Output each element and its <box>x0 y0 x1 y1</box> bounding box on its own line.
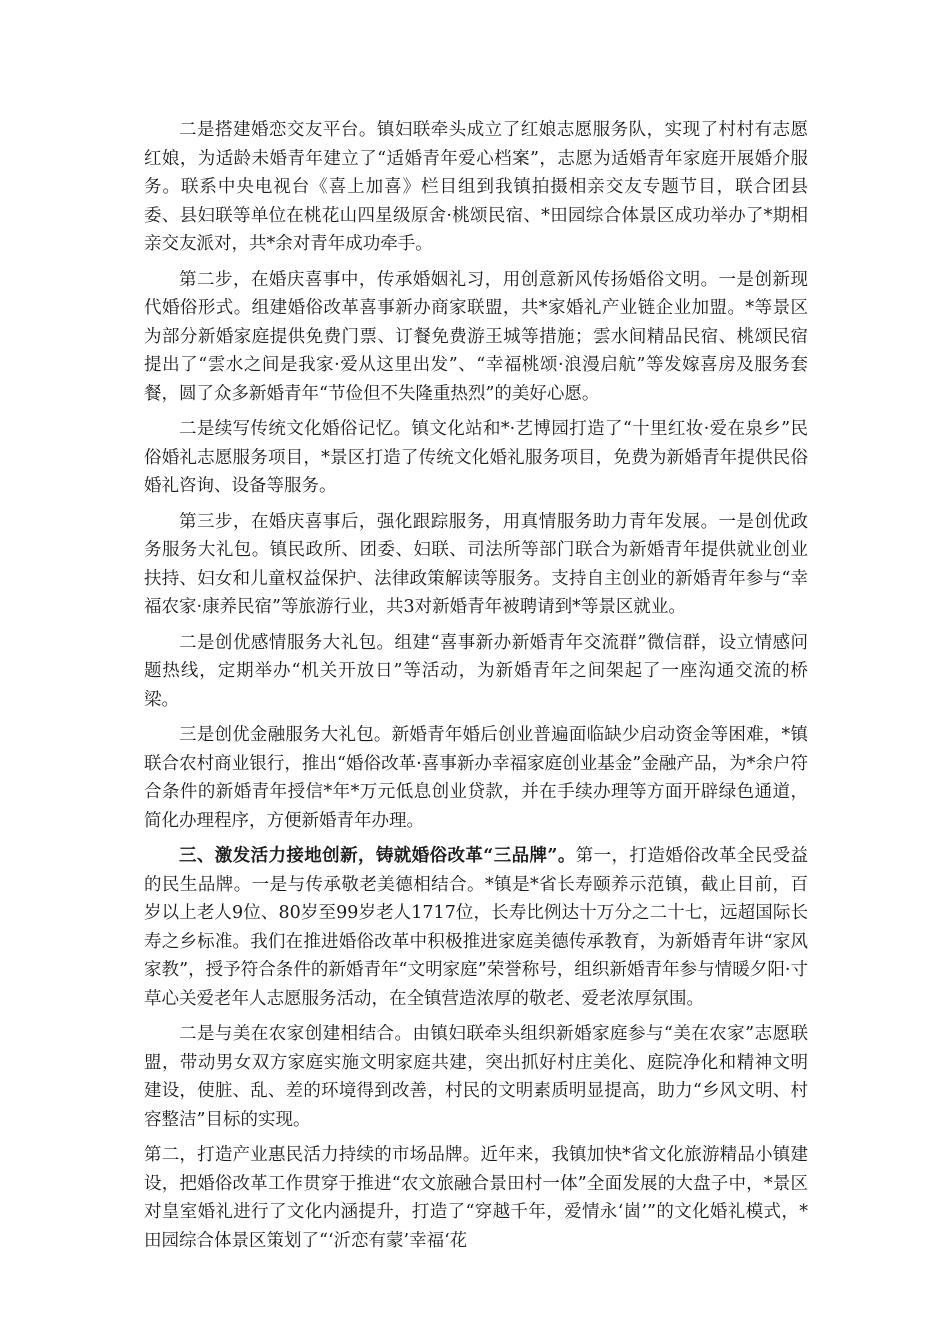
paragraph-beautiful-farmhouse <box>144 1020 808 1134</box>
section-heading: 三、激发活力接地创新，铸就婚俗改革“三品牌”。 <box>179 846 576 866</box>
paragraph-text: 二是创优感情服务大礼包。组建“喜事新办新婚青年交流群”微信群，设立情感问题热线，定期举办“机关开放日”等活动，为新婚青年之间架起了一座沟通交流的桥梁。 <box>144 632 808 710</box>
paragraph-step-three <box>144 508 808 622</box>
paragraph-text: 二是续写传统文化婚俗记忆。镇文化站和*·艺博园打造了“十里红妆·爱在泉乡”民俗婚礼志愿服务项目，*景区打造了传统文化婚礼服务项目，免费为新婚青年提供民俗婚礼咨询、设备等服务。 <box>144 419 808 496</box>
paragraph-traditional-culture <box>144 415 808 501</box>
paragraph-emotional-service <box>144 629 808 715</box>
paragraph-step-two <box>144 266 808 409</box>
paragraph-market-brand <box>144 1141 808 1255</box>
paragraph-text: 第一，打造婚俗改革全民受益的民生品牌。一是与传承敬老美德相结合。*镇是*省长寿颐养示范镇，截止目前，百岁以上老人9位、80岁至99岁老人1717位，长寿比例达十万分之二十七，远超国际长寿之乡标准。我们在推进婚俗改革中积极推进家庭美德传承教育，为新婚青年讲“家风家教”，授予符合条件的新婚青年“文明家庭”荣誉称号，组织新婚青年参与情暖夕阳·寸草心关爱老年人志愿服务活动，在全镇营造浓厚的敬老、爱老浓厚氛围。 <box>144 846 809 1009</box>
paragraph-section-three <box>144 842 808 1013</box>
paragraph-text: 第二，打造产业惠民活力持续的市场品牌。近年来，我镇加快*省文化旅游精品小镇建设，把婚俗改革工作贯穿于推进“农文旅融合景田村一体”全面发展的大盘子中，*景区对皇室婚礼进行了文化内涵提升，打造了“穿越千年，爱情永‘崮’”的文化婚礼模式，*田园综合体景区策划了“‘沂恋有蒙’幸福‘花 <box>144 1145 808 1251</box>
paragraph-text: 第二步，在婚庆喜事中，传承婚姻礼习，用创意新风传扬婚俗文明。一是创新现代婚俗形式。组建婚俗改革喜事新办商家联盟，共*家婚礼产业链企业加盟。*等景区为部分新婚家庭提供免费门票、订餐免费游王城等措施；雲水间精品民宿、桃颂民宿提出了“雲水之间是我家·爱从这里出发”、“幸福桃颂·浪漫启航”等发嫁喜房及服务套餐，圆了众多新婚青年“节俭但不失隆重热烈”的美好心愿。 <box>144 269 808 404</box>
paragraph-text: 二是搭建婚恋交友平台。镇妇联牵头成立了红娘志愿服务队，实现了村村有志愿红娘，为适龄未婚青年建立了“适婚青年爱心档案”，志愿为适婚青年家庭开展婚介服务。联系中央电视台《喜上加喜》栏目组到我镇拍摄相亲交友专题节目，联合团县委、县妇联等单位在桃花山四星级原舍·桃颂民宿、*田园综合体景区成功举办了*期相亲交友派对，共*余对青年成功牵手。 <box>144 120 808 254</box>
paragraph-text: 二是与美在农家创建相结合。由镇妇联牵头组织新婚家庭参与“美在农家”志愿联盟，带动男女双方家庭实施文明家庭共建，突出抓好村庄美化、庭院净化和精神文明建设，使脏、乱、差的环境得到改善，村民的文明素质明显提高，助力“乡风文明、村容整洁”目标的实现。 <box>144 1024 808 1130</box>
paragraph-matchmaking-platform <box>144 116 808 259</box>
document-body <box>144 116 808 1262</box>
paragraph-financial-service <box>144 721 808 835</box>
paragraph-text: 三是创优金融服务大礼包。新婚青年婚后创业普遍面临缺少启动资金等困难，*镇联合农村商业银行，推出“婚俗改革·喜事新办幸福家庭创业基金”金融产品，为*余户符合条件的新婚青年授信*年*万元低息创业贷款，并在手续办理等方面开辟绿色通道，简化办理程序，方便新婚青年办理。 <box>144 725 808 831</box>
paragraph-text: 第三步，在婚庆喜事后，强化跟踪服务，用真情服务助力青年发展。一是创优政务服务大礼包。镇民政所、团委、妇联、司法所等部门联合为新婚青年提供就业创业扶持、妇女和儿童权益保护、法律政策解读等服务。支持自主创业的新婚青年参与“幸福农家·康养民宿”等旅游行业，共3对新婚青年被聘请到*等景区就业。 <box>144 511 808 617</box>
